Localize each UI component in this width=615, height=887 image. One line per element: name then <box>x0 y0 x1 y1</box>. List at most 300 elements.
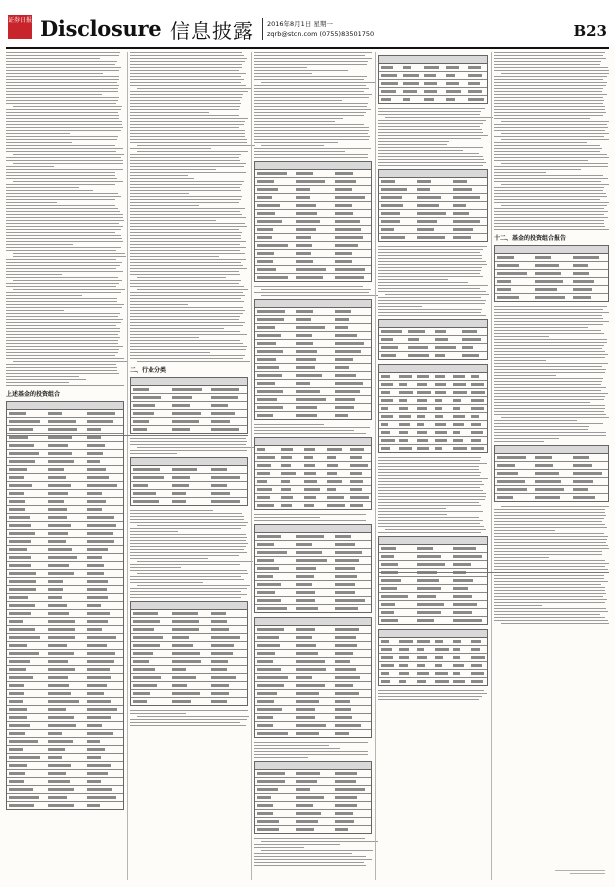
table-row <box>131 482 247 490</box>
table-cell <box>435 375 444 378</box>
text-line <box>254 70 348 71</box>
table-row <box>131 626 247 634</box>
text-line <box>130 313 243 314</box>
table-cell <box>257 732 288 735</box>
table-cell <box>335 788 366 791</box>
table-row <box>131 658 247 666</box>
text-line <box>130 316 240 317</box>
table-cell <box>9 724 29 727</box>
text-line <box>130 343 243 344</box>
table-row <box>7 546 123 554</box>
table-cell <box>471 399 484 402</box>
text-line <box>378 132 483 133</box>
text-line <box>130 516 244 517</box>
table-cell <box>335 772 357 775</box>
table-cell <box>87 572 104 575</box>
text-line <box>254 103 368 104</box>
data-table <box>254 524 372 613</box>
table-cell <box>417 587 441 590</box>
table-cell <box>453 664 464 667</box>
table-row <box>495 486 608 494</box>
table-cell <box>87 532 113 535</box>
table-cell <box>296 244 312 247</box>
table-cell <box>257 236 272 239</box>
table-row <box>379 670 487 678</box>
table-cell <box>335 804 357 807</box>
text-line <box>130 217 246 218</box>
table-cell <box>48 772 66 775</box>
text-line <box>254 130 369 131</box>
table-cell <box>48 420 76 423</box>
table-cell <box>87 516 115 519</box>
table-cell <box>296 700 319 703</box>
table-cell <box>453 447 467 450</box>
table-cell <box>281 496 294 499</box>
table-row <box>255 642 371 650</box>
text-line <box>261 145 324 146</box>
text-line <box>6 334 118 335</box>
table-cell <box>87 676 112 679</box>
table-cell <box>9 708 27 711</box>
table-cell <box>497 264 519 267</box>
table-cell <box>9 780 24 783</box>
table-cell <box>453 563 471 566</box>
table-row <box>255 396 371 404</box>
table-cell <box>133 428 147 431</box>
table-header <box>255 438 371 446</box>
text-line <box>137 561 253 562</box>
table-cell <box>408 330 425 333</box>
table-cell <box>453 439 463 442</box>
table-cell <box>172 692 200 695</box>
text-line <box>494 387 606 388</box>
table-cell <box>296 559 327 562</box>
table-cell <box>327 480 342 483</box>
table-cell <box>87 564 104 567</box>
table-cell <box>435 656 443 659</box>
text-line <box>130 244 240 245</box>
table-cell <box>335 220 360 223</box>
text-line <box>130 214 242 215</box>
text-line <box>494 381 602 382</box>
text-line <box>130 160 240 161</box>
table-row <box>255 454 371 462</box>
table-cell <box>296 599 315 602</box>
text-line <box>130 157 239 158</box>
text-line <box>378 120 486 121</box>
text-line <box>130 286 244 287</box>
table-cell <box>281 456 292 459</box>
table-cell <box>211 420 231 423</box>
table-cell <box>335 188 352 191</box>
table-row <box>379 646 487 654</box>
table-cell <box>435 648 449 651</box>
table-cell <box>296 172 313 175</box>
table-cell <box>335 724 361 727</box>
text-line <box>378 526 484 527</box>
table-cell <box>296 342 313 345</box>
table-cell <box>87 428 101 431</box>
table-cell <box>417 656 426 659</box>
table-cell <box>48 756 62 759</box>
text-line <box>6 235 121 236</box>
table-cell <box>468 98 484 101</box>
table-cell <box>87 700 111 703</box>
text-line <box>494 360 546 361</box>
table-row <box>379 569 487 577</box>
text-line <box>254 424 324 425</box>
table-cell <box>327 456 336 459</box>
text-line <box>494 515 606 516</box>
table-row <box>7 506 123 514</box>
table-cell <box>335 350 361 353</box>
text-line <box>130 253 245 254</box>
text-line <box>378 273 480 274</box>
table-cell <box>211 492 230 495</box>
table-cell <box>133 388 148 391</box>
text-line <box>494 64 600 65</box>
table-row <box>379 336 487 344</box>
table-cell <box>48 604 67 607</box>
table-cell <box>133 636 162 639</box>
text-line <box>6 58 100 59</box>
text-line <box>130 531 178 532</box>
text-line <box>378 288 480 289</box>
table-cell <box>296 268 326 271</box>
text-line <box>494 327 588 328</box>
table-cell <box>417 212 446 215</box>
table-cell <box>9 540 31 543</box>
text-line <box>6 319 123 320</box>
table-cell <box>9 484 32 487</box>
table-cell <box>172 684 187 687</box>
table-cell <box>9 436 28 439</box>
table-row <box>131 426 247 433</box>
text-line <box>254 292 369 293</box>
table-header <box>255 300 371 308</box>
text-line <box>254 67 307 68</box>
text-line <box>494 130 605 131</box>
table-cell <box>573 456 590 459</box>
text-line <box>137 525 246 526</box>
text-line <box>254 100 342 101</box>
table-cell <box>257 788 277 791</box>
table-row <box>255 486 371 494</box>
table-row <box>131 386 247 394</box>
table-row <box>255 690 371 698</box>
text-line <box>6 121 122 122</box>
table-cell <box>296 326 325 329</box>
text-line <box>254 91 364 92</box>
text-line <box>378 150 463 151</box>
text-line <box>130 710 248 711</box>
table-cell <box>535 464 553 467</box>
text-line <box>6 61 117 62</box>
table-row <box>495 494 608 501</box>
text-line <box>378 475 480 476</box>
table-cell <box>172 612 198 615</box>
text-line <box>494 226 605 227</box>
table-cell <box>296 583 312 586</box>
table-row <box>7 674 123 682</box>
table-cell <box>435 399 442 402</box>
text-line <box>261 850 373 851</box>
table-row <box>255 502 371 509</box>
table-cell <box>335 196 366 199</box>
table-cell <box>335 244 358 247</box>
table-cell <box>257 583 281 586</box>
table-cell <box>335 628 359 631</box>
text-line <box>13 154 124 155</box>
table-cell <box>417 391 431 394</box>
text-line <box>130 513 242 514</box>
text-line <box>130 133 245 134</box>
text-line <box>254 157 368 158</box>
table-row <box>379 202 487 210</box>
text-line <box>501 184 609 185</box>
table-row <box>255 258 371 266</box>
table-cell <box>9 476 24 479</box>
text-line <box>494 426 589 427</box>
text-line <box>494 112 606 113</box>
table-row <box>379 405 487 413</box>
table-cell <box>281 488 292 491</box>
text-line <box>130 355 245 356</box>
text-line <box>254 97 369 98</box>
table-cell <box>381 611 394 614</box>
table-cell <box>9 676 33 679</box>
text-line <box>494 100 604 101</box>
table-cell <box>257 406 283 409</box>
text-line <box>254 433 366 434</box>
table-cell <box>417 595 435 598</box>
text-line <box>6 292 121 293</box>
text-line <box>6 193 118 194</box>
text-line <box>130 97 242 98</box>
table-row <box>7 626 123 634</box>
table-cell <box>399 375 411 378</box>
table-cell <box>257 390 282 393</box>
text-line <box>130 558 208 559</box>
text-line <box>130 576 241 577</box>
text-line <box>6 217 123 218</box>
table-cell <box>257 636 279 639</box>
table-cell <box>296 788 310 791</box>
table-cell <box>296 796 324 799</box>
table-cell <box>435 447 442 450</box>
table-row <box>255 250 371 258</box>
table-row <box>7 698 123 706</box>
text-line <box>494 438 559 439</box>
table-cell <box>296 414 317 417</box>
table-cell <box>296 390 320 393</box>
table-row <box>7 754 123 762</box>
text-line <box>378 493 486 494</box>
table-cell <box>257 472 269 475</box>
text-line <box>501 121 609 122</box>
table-cell <box>172 396 192 399</box>
table-cell <box>381 423 388 426</box>
table-row <box>255 356 371 364</box>
text-line <box>130 193 189 194</box>
text-line <box>254 112 366 113</box>
table-cell <box>381 383 393 386</box>
table-row <box>7 794 123 802</box>
table-cell <box>48 548 72 551</box>
table-row <box>131 634 247 642</box>
table-cell <box>335 334 357 337</box>
text-line <box>378 159 484 160</box>
text-line <box>494 539 607 540</box>
table-cell <box>417 664 424 667</box>
table-row <box>7 770 123 778</box>
text-line <box>130 537 247 538</box>
table-cell <box>257 652 275 655</box>
table-header <box>255 525 371 533</box>
text-line <box>6 175 115 176</box>
table-row <box>255 658 371 666</box>
table-row <box>255 698 371 706</box>
text-line <box>130 722 240 723</box>
text-line <box>494 548 609 549</box>
table-cell <box>453 579 473 582</box>
table-cell <box>471 415 479 418</box>
text-line <box>130 304 188 305</box>
table-row <box>7 426 123 434</box>
text-line <box>254 136 370 137</box>
table-row <box>495 478 608 486</box>
table-cell <box>257 488 272 491</box>
table-cell <box>172 644 193 647</box>
table-cell <box>257 310 285 313</box>
table-row <box>7 570 123 578</box>
text-line <box>494 566 605 567</box>
table-cell <box>381 375 390 378</box>
text-line <box>254 151 345 152</box>
table-cell <box>211 692 229 695</box>
text-line <box>378 156 483 157</box>
text-line <box>130 444 246 445</box>
table-cell <box>335 591 355 594</box>
table-cell <box>403 82 419 85</box>
text-line <box>130 208 245 209</box>
text-line <box>494 154 607 155</box>
table-cell <box>446 82 459 85</box>
table-row <box>255 810 371 818</box>
table-cell <box>497 496 513 499</box>
table-row <box>255 462 371 470</box>
table-cell <box>468 90 483 93</box>
table-cell <box>87 556 102 559</box>
table-cell <box>133 620 160 623</box>
table-cell <box>48 684 69 687</box>
table-cell <box>471 391 485 394</box>
table-cell <box>573 280 595 283</box>
table-cell <box>9 612 31 615</box>
table-cell <box>296 644 316 647</box>
table-header <box>255 618 371 626</box>
text-line <box>254 121 335 122</box>
table-cell <box>304 488 321 491</box>
table-row <box>255 194 371 202</box>
table-cell <box>453 212 469 215</box>
table-cell <box>435 640 442 643</box>
table-cell <box>48 612 69 615</box>
table-row <box>379 601 487 609</box>
table-row <box>255 706 371 714</box>
table-cell <box>497 480 525 483</box>
text-line <box>501 506 609 507</box>
text-line <box>130 247 246 248</box>
table-header <box>255 762 371 770</box>
table-row <box>255 533 371 541</box>
table-cell <box>9 644 27 647</box>
table-cell <box>335 406 355 409</box>
table-cell <box>335 700 350 703</box>
table-cell <box>335 644 358 647</box>
table-row <box>255 549 371 557</box>
table-cell <box>471 672 483 675</box>
text-line <box>378 264 487 265</box>
table-cell <box>335 236 364 239</box>
table-cell <box>9 668 25 671</box>
table-cell <box>453 391 467 394</box>
table-cell <box>435 415 443 418</box>
table-cell <box>87 484 117 487</box>
text-line <box>13 163 123 164</box>
table-cell <box>497 288 511 291</box>
text-line <box>378 460 480 461</box>
text-line <box>13 106 122 107</box>
text-line <box>378 279 448 280</box>
table-cell <box>381 74 397 77</box>
table-cell <box>453 399 461 402</box>
table-cell <box>172 676 196 679</box>
text-line <box>130 725 246 726</box>
text-line <box>254 853 352 854</box>
text-line <box>130 579 244 580</box>
table-cell <box>48 516 67 519</box>
table-cell <box>381 338 393 341</box>
text-line <box>494 324 603 325</box>
table-cell <box>9 700 23 703</box>
text-line <box>494 181 601 182</box>
table-row <box>379 561 487 569</box>
table-row <box>379 413 487 421</box>
table-header <box>379 170 487 178</box>
text-line <box>6 55 119 56</box>
text-line <box>494 390 601 391</box>
table-cell <box>257 268 275 271</box>
text-line <box>378 114 480 115</box>
text-line <box>130 115 239 116</box>
table-cell <box>453 383 466 386</box>
announcement-signoff <box>555 870 605 876</box>
table-cell <box>573 288 593 291</box>
table-cell <box>399 423 410 426</box>
table-cell <box>335 252 352 255</box>
text-line <box>6 352 118 353</box>
table-cell <box>335 684 353 687</box>
text-line <box>494 435 606 436</box>
table-cell <box>9 500 25 503</box>
text-line <box>378 306 422 307</box>
text-line <box>130 555 239 556</box>
text-line <box>137 151 248 152</box>
text-line <box>494 70 609 71</box>
text-line <box>494 330 601 331</box>
text-line <box>130 202 239 203</box>
